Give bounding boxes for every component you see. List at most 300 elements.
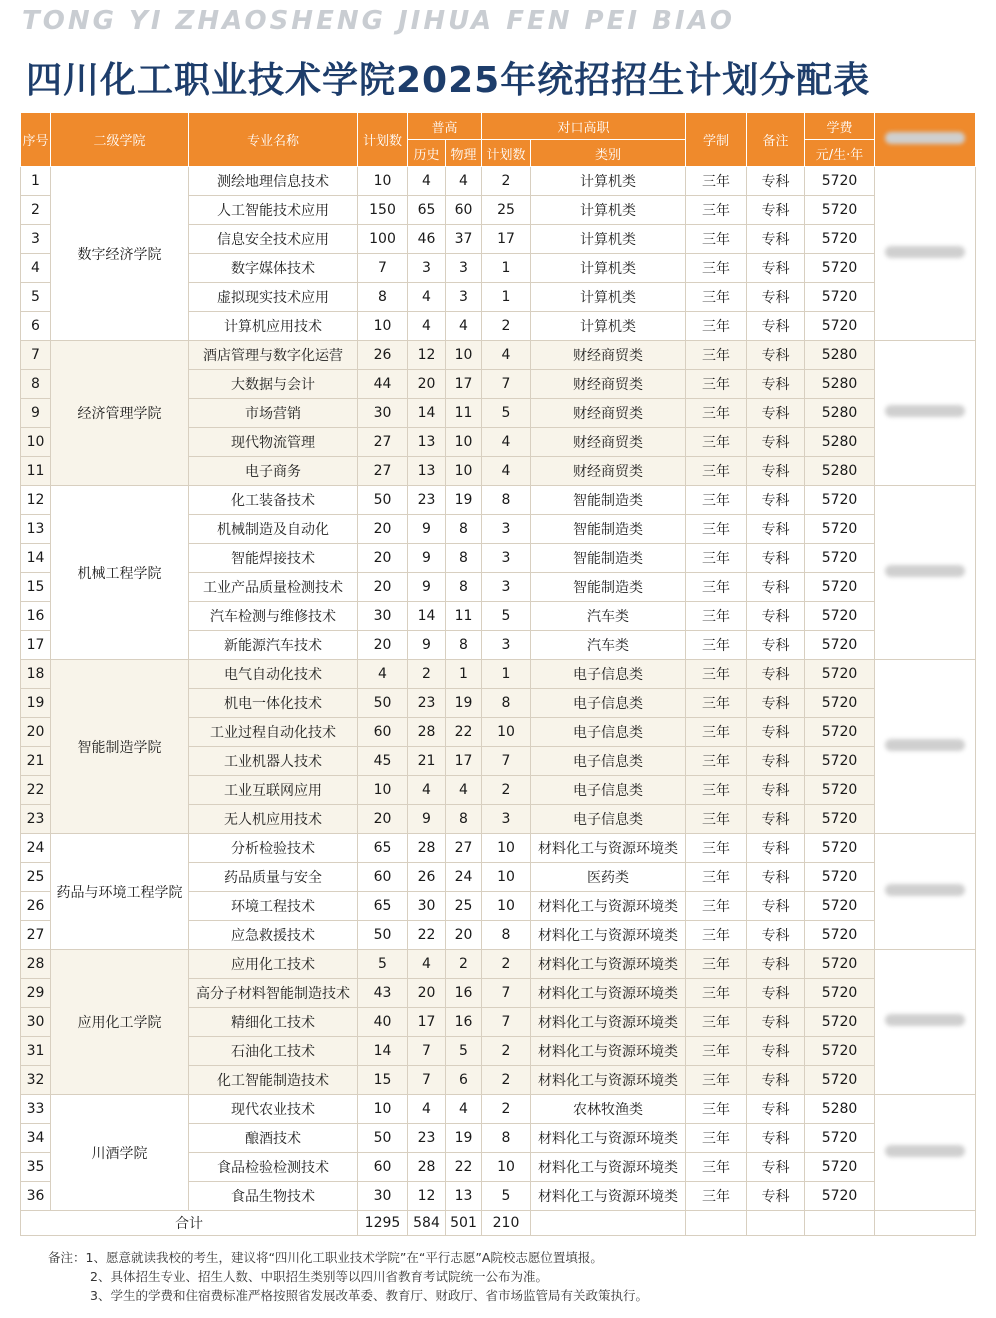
voc-plan-cell: 4 [482, 428, 531, 457]
plan-cell: 14 [358, 1037, 408, 1066]
category-cell: 智能制造类 [531, 573, 686, 602]
physics-cell: 37 [446, 225, 482, 254]
plan-cell: 150 [358, 196, 408, 225]
plan-cell: 15 [358, 1066, 408, 1095]
category-cell: 计算机类 [531, 283, 686, 312]
seq-cell: 20 [21, 718, 51, 747]
fee-cell: 5720 [805, 1008, 875, 1037]
major-cell: 无人机应用技术 [189, 805, 358, 834]
history-cell: 3 [408, 254, 446, 283]
history-cell: 17 [408, 1008, 446, 1037]
category-cell: 电子信息类 [531, 718, 686, 747]
plan-cell: 10 [358, 312, 408, 341]
voc-plan-cell: 1 [482, 283, 531, 312]
physics-cell: 20 [446, 921, 482, 950]
category-cell: 智能制造类 [531, 515, 686, 544]
total-empty [686, 1211, 747, 1236]
fee-cell: 5720 [805, 834, 875, 863]
redacted-cell [875, 1095, 976, 1211]
major-cell: 市场营销 [189, 399, 358, 428]
redaction-blur [885, 1014, 965, 1026]
header-duration: 学制 [686, 113, 747, 167]
plan-cell: 45 [358, 747, 408, 776]
fee-cell: 5720 [805, 1182, 875, 1211]
physics-cell: 22 [446, 1153, 482, 1182]
physics-cell: 16 [446, 1008, 482, 1037]
physics-cell: 3 [446, 283, 482, 312]
plan-cell: 60 [358, 1153, 408, 1182]
duration-cell: 三年 [686, 1182, 747, 1211]
duration-cell: 三年 [686, 370, 747, 399]
notes-block [48, 1248, 648, 1305]
redaction-blur [885, 1145, 965, 1157]
total-voc-plan: 210 [482, 1211, 531, 1236]
fee-cell: 5720 [805, 950, 875, 979]
category-cell: 材料化工与资源环境类 [531, 979, 686, 1008]
physics-cell: 16 [446, 979, 482, 1008]
fee-cell: 5720 [805, 486, 875, 515]
fee-cell: 5280 [805, 1095, 875, 1124]
voc-plan-cell: 8 [482, 1124, 531, 1153]
voc-plan-cell: 2 [482, 776, 531, 805]
plan-cell: 30 [358, 399, 408, 428]
table-row [21, 486, 976, 515]
total-empty [531, 1211, 686, 1236]
duration-cell: 三年 [686, 1153, 747, 1182]
history-cell: 14 [408, 602, 446, 631]
seq-cell: 14 [21, 544, 51, 573]
header-general: 普高 [408, 113, 482, 140]
category-cell: 电子信息类 [531, 747, 686, 776]
plan-cell: 10 [358, 776, 408, 805]
header-plan: 计划数 [358, 113, 408, 167]
remark-cell: 专科 [747, 1008, 805, 1037]
voc-plan-cell: 2 [482, 312, 531, 341]
category-cell: 材料化工与资源环境类 [531, 1066, 686, 1095]
category-cell: 农林牧渔类 [531, 1095, 686, 1124]
history-cell: 4 [408, 776, 446, 805]
fee-cell: 5720 [805, 167, 875, 196]
physics-cell: 10 [446, 457, 482, 486]
duration-cell: 三年 [686, 979, 747, 1008]
voc-plan-cell: 3 [482, 805, 531, 834]
header-physics: 物理 [446, 140, 482, 167]
remark-cell: 专科 [747, 892, 805, 921]
remark-cell: 专科 [747, 225, 805, 254]
remark-cell: 专科 [747, 399, 805, 428]
major-cell: 应急救援技术 [189, 921, 358, 950]
plan-cell: 50 [358, 1124, 408, 1153]
voc-plan-cell: 10 [482, 834, 531, 863]
major-cell: 精细化工技术 [189, 1008, 358, 1037]
table-row [21, 950, 976, 979]
plan-cell: 43 [358, 979, 408, 1008]
duration-cell: 三年 [686, 747, 747, 776]
category-cell: 电子信息类 [531, 689, 686, 718]
college-cell: 数字经济学院 [51, 167, 189, 341]
seq-cell: 2 [21, 196, 51, 225]
redacted-cell [875, 341, 976, 486]
major-cell: 现代物流管理 [189, 428, 358, 457]
category-cell: 材料化工与资源环境类 [531, 1008, 686, 1037]
voc-plan-cell: 8 [482, 921, 531, 950]
duration-cell: 三年 [686, 486, 747, 515]
remark-cell: 专科 [747, 254, 805, 283]
major-cell: 大数据与会计 [189, 370, 358, 399]
plan-cell: 20 [358, 544, 408, 573]
duration-cell: 三年 [686, 196, 747, 225]
seq-cell: 6 [21, 312, 51, 341]
history-cell: 22 [408, 921, 446, 950]
fee-cell: 5720 [805, 515, 875, 544]
table-row [21, 660, 976, 689]
category-cell: 汽车类 [531, 631, 686, 660]
redacted-cell [875, 167, 976, 341]
redacted-cell [875, 660, 976, 834]
remark-cell: 专科 [747, 631, 805, 660]
fee-cell: 5720 [805, 689, 875, 718]
fee-cell: 5720 [805, 863, 875, 892]
duration-cell: 三年 [686, 718, 747, 747]
category-cell: 材料化工与资源环境类 [531, 1153, 686, 1182]
remark-cell: 专科 [747, 863, 805, 892]
seq-cell: 27 [21, 921, 51, 950]
physics-cell: 8 [446, 805, 482, 834]
redaction-blur [885, 565, 965, 577]
plan-cell: 8 [358, 283, 408, 312]
major-cell: 机电一体化技术 [189, 689, 358, 718]
seq-cell: 13 [21, 515, 51, 544]
fee-cell: 5720 [805, 312, 875, 341]
redaction-blur [885, 884, 965, 896]
major-cell: 应用化工技术 [189, 950, 358, 979]
physics-cell: 3 [446, 254, 482, 283]
history-cell: 65 [408, 196, 446, 225]
seq-cell: 34 [21, 1124, 51, 1153]
category-cell: 电子信息类 [531, 776, 686, 805]
fee-cell: 5720 [805, 1153, 875, 1182]
remark-cell: 专科 [747, 370, 805, 399]
total-empty [875, 1211, 976, 1236]
voc-plan-cell: 2 [482, 950, 531, 979]
duration-cell: 三年 [686, 921, 747, 950]
major-cell: 电子商务 [189, 457, 358, 486]
page-title: 四川化工职业技术学院2025年统招招生计划分配表 [26, 60, 871, 101]
seq-cell: 26 [21, 892, 51, 921]
fee-cell: 5720 [805, 254, 875, 283]
history-cell: 9 [408, 544, 446, 573]
category-cell: 材料化工与资源环境类 [531, 834, 686, 863]
plan-cell: 50 [358, 921, 408, 950]
physics-cell: 4 [446, 1095, 482, 1124]
category-cell: 智能制造类 [531, 486, 686, 515]
header-fee-unit: 元/生·年 [805, 140, 875, 167]
category-cell: 财经商贸类 [531, 341, 686, 370]
remark-cell: 专科 [747, 979, 805, 1008]
duration-cell: 三年 [686, 225, 747, 254]
header-redacted [875, 113, 976, 167]
remark-cell: 专科 [747, 805, 805, 834]
seq-cell: 24 [21, 834, 51, 863]
remark-cell: 专科 [747, 1182, 805, 1211]
voc-plan-cell: 25 [482, 196, 531, 225]
major-cell: 高分子材料智能制造技术 [189, 979, 358, 1008]
seq-cell: 31 [21, 1037, 51, 1066]
enrollment-plan-table [20, 112, 976, 1236]
duration-cell: 三年 [686, 1095, 747, 1124]
seq-cell: 25 [21, 863, 51, 892]
major-cell: 虚拟现实技术应用 [189, 283, 358, 312]
remark-cell: 专科 [747, 486, 805, 515]
major-cell: 计算机应用技术 [189, 312, 358, 341]
seq-cell: 36 [21, 1182, 51, 1211]
seq-cell: 4 [21, 254, 51, 283]
plan-cell: 26 [358, 341, 408, 370]
college-cell: 机械工程学院 [51, 486, 189, 660]
plan-cell: 65 [358, 834, 408, 863]
remark-cell: 专科 [747, 341, 805, 370]
seq-cell: 8 [21, 370, 51, 399]
remark-cell: 专科 [747, 312, 805, 341]
duration-cell: 三年 [686, 834, 747, 863]
major-cell: 信息安全技术应用 [189, 225, 358, 254]
duration-cell: 三年 [686, 892, 747, 921]
physics-cell: 19 [446, 1124, 482, 1153]
voc-plan-cell: 3 [482, 573, 531, 602]
duration-cell: 三年 [686, 1008, 747, 1037]
duration-cell: 三年 [686, 167, 747, 196]
history-cell: 20 [408, 979, 446, 1008]
voc-plan-cell: 2 [482, 167, 531, 196]
plan-cell: 100 [358, 225, 408, 254]
title-watermark: TONG YI ZHAOSHENG JIHUA FEN PEI BIAO [22, 6, 735, 36]
remark-cell: 专科 [747, 1153, 805, 1182]
voc-plan-cell: 2 [482, 1095, 531, 1124]
fee-cell: 5720 [805, 776, 875, 805]
college-cell: 经济管理学院 [51, 341, 189, 486]
physics-cell: 19 [446, 689, 482, 718]
history-cell: 12 [408, 341, 446, 370]
note-line: 备注：1、愿意就读我校的考生，建议将“四川化工职业技术学院”在“平行志愿”A院校志愿位置填报。 [48, 1250, 603, 1265]
remark-cell: 专科 [747, 718, 805, 747]
major-cell: 石油化工技术 [189, 1037, 358, 1066]
physics-cell: 27 [446, 834, 482, 863]
seq-cell: 32 [21, 1066, 51, 1095]
voc-plan-cell: 7 [482, 370, 531, 399]
physics-cell: 8 [446, 631, 482, 660]
seq-cell: 3 [21, 225, 51, 254]
major-cell: 工业机器人技术 [189, 747, 358, 776]
seq-cell: 1 [21, 167, 51, 196]
plan-cell: 20 [358, 805, 408, 834]
fee-cell: 5720 [805, 631, 875, 660]
history-cell: 26 [408, 863, 446, 892]
remark-cell: 专科 [747, 950, 805, 979]
category-cell: 汽车类 [531, 602, 686, 631]
table-row [21, 341, 976, 370]
college-cell: 应用化工学院 [51, 950, 189, 1095]
physics-cell: 22 [446, 718, 482, 747]
seq-cell: 23 [21, 805, 51, 834]
duration-cell: 三年 [686, 602, 747, 631]
seq-cell: 33 [21, 1095, 51, 1124]
remark-cell: 专科 [747, 544, 805, 573]
category-cell: 计算机类 [531, 196, 686, 225]
major-cell: 酿酒技术 [189, 1124, 358, 1153]
total-row [21, 1211, 976, 1236]
fee-cell: 5720 [805, 225, 875, 254]
seq-cell: 35 [21, 1153, 51, 1182]
redaction-blur [885, 405, 965, 417]
remark-cell: 专科 [747, 602, 805, 631]
plan-cell: 44 [358, 370, 408, 399]
duration-cell: 三年 [686, 805, 747, 834]
voc-plan-cell: 7 [482, 747, 531, 776]
category-cell: 材料化工与资源环境类 [531, 921, 686, 950]
plan-cell: 20 [358, 631, 408, 660]
college-cell: 智能制造学院 [51, 660, 189, 834]
fee-cell: 5720 [805, 196, 875, 225]
remark-cell: 专科 [747, 515, 805, 544]
major-cell: 化工装备技术 [189, 486, 358, 515]
duration-cell: 三年 [686, 399, 747, 428]
remark-cell: 专科 [747, 921, 805, 950]
major-cell: 工业互联网应用 [189, 776, 358, 805]
history-cell: 2 [408, 660, 446, 689]
remark-cell: 专科 [747, 167, 805, 196]
voc-plan-cell: 5 [482, 399, 531, 428]
duration-cell: 三年 [686, 689, 747, 718]
category-cell: 财经商贸类 [531, 457, 686, 486]
remark-cell: 专科 [747, 660, 805, 689]
duration-cell: 三年 [686, 457, 747, 486]
major-cell: 数字媒体技术 [189, 254, 358, 283]
total-plan: 1295 [358, 1211, 408, 1236]
history-cell: 21 [408, 747, 446, 776]
fee-cell: 5280 [805, 399, 875, 428]
category-cell: 电子信息类 [531, 660, 686, 689]
plan-cell: 10 [358, 1095, 408, 1124]
seq-cell: 15 [21, 573, 51, 602]
history-cell: 4 [408, 1095, 446, 1124]
history-cell: 23 [408, 689, 446, 718]
physics-cell: 25 [446, 892, 482, 921]
major-cell: 酒店管理与数字化运营 [189, 341, 358, 370]
remark-cell: 专科 [747, 747, 805, 776]
plan-cell: 30 [358, 1182, 408, 1211]
history-cell: 28 [408, 718, 446, 747]
voc-plan-cell: 3 [482, 631, 531, 660]
remark-cell: 专科 [747, 457, 805, 486]
physics-cell: 2 [446, 950, 482, 979]
redaction-blur [885, 132, 965, 144]
voc-plan-cell: 17 [482, 225, 531, 254]
physics-cell: 4 [446, 776, 482, 805]
voc-plan-cell: 4 [482, 341, 531, 370]
voc-plan-cell: 10 [482, 892, 531, 921]
header-college: 二级学院 [51, 113, 189, 167]
table-row [21, 1095, 976, 1124]
voc-plan-cell: 2 [482, 1066, 531, 1095]
history-cell: 7 [408, 1066, 446, 1095]
fee-cell: 5720 [805, 1066, 875, 1095]
plan-cell: 40 [358, 1008, 408, 1037]
history-cell: 4 [408, 950, 446, 979]
seq-cell: 12 [21, 486, 51, 515]
voc-plan-cell: 1 [482, 660, 531, 689]
fee-cell: 5280 [805, 370, 875, 399]
physics-cell: 11 [446, 399, 482, 428]
history-cell: 12 [408, 1182, 446, 1211]
header-major: 专业名称 [189, 113, 358, 167]
major-cell: 汽车检测与维修技术 [189, 602, 358, 631]
history-cell: 4 [408, 167, 446, 196]
remark-cell: 专科 [747, 1095, 805, 1124]
plan-cell: 10 [358, 167, 408, 196]
plan-cell: 65 [358, 892, 408, 921]
major-cell: 现代农业技术 [189, 1095, 358, 1124]
seq-cell: 30 [21, 1008, 51, 1037]
major-cell: 测绘地理信息技术 [189, 167, 358, 196]
duration-cell: 三年 [686, 631, 747, 660]
physics-cell: 4 [446, 167, 482, 196]
history-cell: 23 [408, 486, 446, 515]
redacted-cell [875, 950, 976, 1095]
voc-plan-cell: 8 [482, 689, 531, 718]
table-row [21, 167, 976, 196]
major-cell: 人工智能技术应用 [189, 196, 358, 225]
header-remark: 备注 [747, 113, 805, 167]
major-cell: 新能源汽车技术 [189, 631, 358, 660]
seq-cell: 21 [21, 747, 51, 776]
duration-cell: 三年 [686, 1066, 747, 1095]
plan-cell: 50 [358, 486, 408, 515]
duration-cell: 三年 [686, 428, 747, 457]
header-voc-plan: 计划数 [482, 140, 531, 167]
category-cell: 电子信息类 [531, 805, 686, 834]
remark-cell: 专科 [747, 1066, 805, 1095]
major-cell: 机械制造及自动化 [189, 515, 358, 544]
physics-cell: 10 [446, 428, 482, 457]
voc-plan-cell: 10 [482, 718, 531, 747]
plan-cell: 27 [358, 457, 408, 486]
fee-cell: 5720 [805, 544, 875, 573]
category-cell: 计算机类 [531, 167, 686, 196]
physics-cell: 17 [446, 747, 482, 776]
history-cell: 9 [408, 631, 446, 660]
plan-cell: 27 [358, 428, 408, 457]
major-cell: 化工智能制造技术 [189, 1066, 358, 1095]
remark-cell: 专科 [747, 834, 805, 863]
fee-cell: 5720 [805, 892, 875, 921]
seq-cell: 5 [21, 283, 51, 312]
total-history: 584 [408, 1211, 446, 1236]
duration-cell: 三年 [686, 515, 747, 544]
fee-cell: 5280 [805, 341, 875, 370]
plan-cell: 4 [358, 660, 408, 689]
total-empty [747, 1211, 805, 1236]
plan-cell: 60 [358, 718, 408, 747]
remark-cell: 专科 [747, 573, 805, 602]
voc-plan-cell: 5 [482, 1182, 531, 1211]
seq-cell: 18 [21, 660, 51, 689]
plan-cell: 50 [358, 689, 408, 718]
category-cell: 计算机类 [531, 225, 686, 254]
plan-cell: 60 [358, 863, 408, 892]
duration-cell: 三年 [686, 283, 747, 312]
fee-cell: 5720 [805, 283, 875, 312]
physics-cell: 8 [446, 573, 482, 602]
